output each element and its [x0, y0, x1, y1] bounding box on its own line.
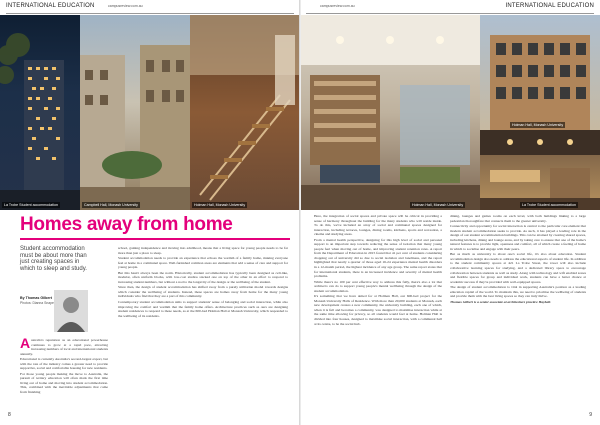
paragraph: While there's no 100 per cent effective way to address this fully, there's also a lot that architects can do to support young people's mental wellbeing through the design of the student accommodation. [314, 279, 442, 293]
caption-photo-2: Campbell Hall, Monash University [84, 203, 138, 207]
caption-photo-6: La Trobe Student accommodation [522, 203, 576, 207]
portrait-illustration [54, 290, 88, 332]
paragraph: Since then, the design of student accommodation has shifted away from a purely utilitarian model towards designs which consider the wellbeing of students. Instead, these spaces are homes away from home for the many young individuals who find that they are a part of this community. [118, 285, 288, 299]
photo-la-trobe-tower [0, 15, 80, 210]
standfirst: Student accommodation must be about more than just creating spaces in which to sleep and study. [20, 246, 87, 272]
exterior-illustration [480, 15, 600, 130]
courtyard-illustration [80, 15, 190, 210]
headline-rule [20, 238, 290, 240]
paragraph: For those young people making the move to Australia, the pursuit of tertiary education will often mark the first time living out of home and moving into student accommodation. This, combined with the inevitable adjustments that come from finishing [20, 371, 108, 395]
folio-left: 8 [8, 412, 11, 418]
photo-holman-exterior [480, 15, 600, 130]
paragraph: Educational is currently Australia's second-largest export, but with the rate of the industry comes a greater need to provide supportive, social and comfortable housing for new residents. [20, 357, 108, 371]
photo-campbell-hall [80, 15, 190, 210]
body-column-4 [450, 214, 586, 305]
photo-holman-stairs [190, 15, 300, 210]
paragraph: ustralia's reputation as an educational powerhouse continues to grow at a rapid pace, attracting increasing numbers of local and international students annually. [20, 338, 108, 356]
paragraph: school, gaining independence and moving into adulthood, means that a living space for young people needs to be far more than just a place to sleep. [118, 246, 288, 255]
right-page [300, 0, 600, 425]
folio-right: 9 [589, 412, 592, 418]
drop-cap: A [20, 335, 31, 351]
caption-photo-1: La Trobe Student accommodation [4, 203, 58, 207]
section-header-left: INTERNATIONAL EDUCATION [6, 3, 95, 9]
paragraph: The design of student accommodation is vital in supporting Australia's position as a leading education capital of the world. To maintain this, we need to prioritise the wellbeing of students and provide them with the best living spaces so they can truly thrive. [450, 285, 586, 299]
spread-gutter [299, 0, 301, 425]
photo-la-trobe-interior [480, 130, 600, 210]
author-bio: Thomas Gilbert is a senior associate at architecture practice Hayball. [450, 299, 552, 304]
interior-illustration [480, 130, 600, 210]
url-right: campusreview.com.au [320, 4, 355, 8]
article-headline: Homes away from home [20, 214, 233, 235]
paragraph: It's something that we have aimed for at Holman Hall, our 600-bed project for the Monash University Halls of Residence. With more than 20,000 students at Monash, each new development creates a new community, the university building, each one of which, when it is full and becomes a community, was designed to maximise interaction while at the same time allowing for privacy, so all students would feel at home. Holman Hall is divided into four houses, designed to maximise social interaction, with a communal hall at its centre, to be the social hub. [314, 294, 442, 326]
paragraph: But this hasn't always been the norm. Historically, student accommodation has typically been designed as cell-like, modular, often uniform blocks, with low-cost studios stacked one on top of the other in an effort to respond to increasing student numbers, but without a nod to the longevity of the design or the wellbeing of the student. [118, 270, 288, 284]
caption-photo-4: Holman Hall, Monash University [412, 203, 464, 207]
section-header-right: INTERNATIONAL EDUCATION [505, 3, 594, 9]
byline: By Thomas Gilbert [20, 296, 52, 300]
tower-illustration [0, 15, 80, 210]
stairs-illustration [190, 15, 300, 210]
paragraph: But as much as university is about one's social life, it's also about education. Student accommodation design also needs to address the educational aspects of student life. In addition to the student community spaces at 421 La Trobe Street, the tower will also include collaborative learning spaces for studying, and a dedicated library space to encourage collaboration between students as well as study. Along with technology and wifi enabled zones and flexible spaces for group and individual work, students can have a better chance at academic success if they're provided with well-equipped spaces. [450, 252, 586, 284]
author-portrait [54, 290, 88, 332]
paragraph: Contemporary student accommodation aims to support students' sense of belonging and social interaction, while also improving the comfort and warmth that the family home offers. Architecture practices such as ours are designing student residences to respond to these needs, as at the 600-bed Holman Hall at Monash University, which responded to the wellbeing of its residents. [118, 300, 288, 318]
body-column-3 [314, 214, 442, 327]
paragraph: Connectivity and opportunity for social interaction is central to the particular care element that modern student accommodation seeks to provide. As such, it has played a leading role in the design of our student accommodation buildings. This can be attained by creating shared spaces, including kitchens, dining and lounge areas, and by taking care to ensure that one of the home's natural features is to provide light, openness and comfort, all of which create a feeling of home in which to socialise and engage with their peers. [450, 224, 586, 251]
paragraph: From a mental health perspective, designing for this high level of social and personal support is an important step towards reducing the sense of isolation that many young people feel when moving out of home, and improving student retention rates. A report from the Department of Education in 2015 found that 41 per cent of students considering dropping out of university did so due to social isolation and loneliness, and the report highlighted that nearly a quarter of those aged 16-24 experience mental health disorders in a 12-month period, the highest incidence of any age group. The same report states that for international students, there is an increased incidence and severity of mental health problems. [314, 237, 442, 279]
body-column-2 [118, 246, 288, 319]
url-left: campusreview.com.au [108, 4, 143, 8]
caption-photo-3: Holman Hall, Monash University [194, 203, 246, 207]
body-column-1 [20, 335, 108, 396]
paragraph: Student accommodation needs to provide an experience that echoes the warmth of a family home, making everyone feel at home in a communal space. Well-furnished common areas are elements that add a sense of care and support for young people. [118, 256, 288, 270]
caption-photo-5: Holman Hall, Monash University [512, 123, 564, 127]
paragraph: dining, lounges and games rooms on each level, with both buildings linking to a large pedestrian thoroughfare that connects them to the greater university. [450, 214, 586, 223]
paragraph: Here, the integration of social spaces and private space will be critical in providing a sense of harmony throughout the building for the many students who will reside inside. To do this, we've included an array of social and communal spaces designed for interaction, including terraces, lounges, dining rooms, kitchens, sports and recreation, a cinema and studying areas. [314, 214, 442, 237]
lounge-illustration [300, 15, 480, 210]
photo-holman-lounge [300, 15, 480, 210]
header-rule-right [306, 13, 594, 14]
photo-credit: Photos: Dianna Snape [20, 301, 54, 305]
header-rule-left [6, 13, 294, 14]
